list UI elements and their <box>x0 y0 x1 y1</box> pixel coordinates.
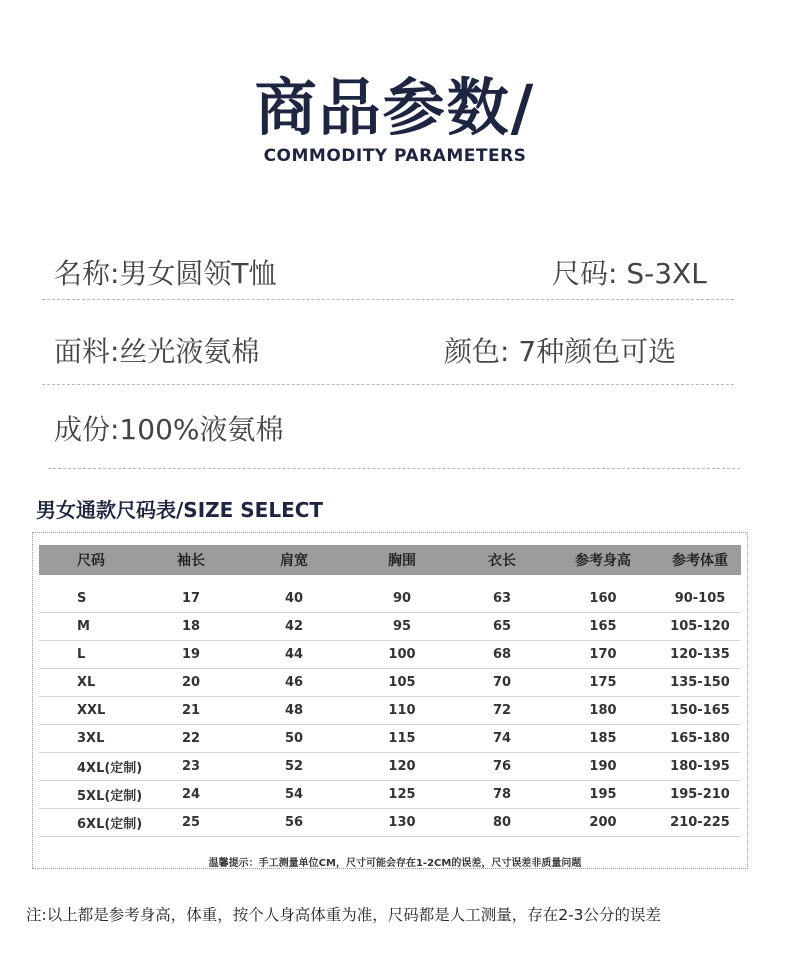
divider <box>42 299 734 300</box>
table-cell: 21 <box>181 703 201 718</box>
table-cell: XXL <box>77 703 106 718</box>
table-cell: 80 <box>492 815 512 830</box>
table-cell: S <box>77 591 87 606</box>
table-cell: 76 <box>492 759 512 774</box>
table-cell: 20 <box>181 675 201 690</box>
table-cell: 17 <box>181 591 201 606</box>
table-cell: 6XL(定制) <box>77 817 143 832</box>
table-cell: 170 <box>589 647 617 662</box>
table-cell: 24 <box>181 787 201 802</box>
table-cell: 46 <box>284 675 304 690</box>
table-cell: 195 <box>589 787 617 802</box>
column-header: 肩宽 <box>280 553 308 569</box>
page-title: 商品参数/ <box>254 71 536 144</box>
table-cell: 74 <box>492 731 512 746</box>
page-subtitle: COMMODITY PARAMETERS <box>263 146 527 166</box>
table-cell: 54 <box>284 787 304 802</box>
table-cell: 120-135 <box>670 647 730 662</box>
column-header: 袖长 <box>177 553 205 569</box>
table-cell: 44 <box>284 647 304 662</box>
table-cell: 180-195 <box>670 759 730 774</box>
table-cell: 18 <box>181 619 201 634</box>
table-cell: 90 <box>392 591 412 606</box>
column-header: 衣长 <box>488 553 516 569</box>
table-cell: 72 <box>492 703 512 718</box>
table-cell: 165 <box>589 619 617 634</box>
table-cell: L <box>77 647 86 662</box>
param-color: 颜色: 7种颜色可选 <box>444 335 677 368</box>
table-cell: 5XL(定制) <box>77 789 143 804</box>
table-cell: 195-210 <box>670 787 730 802</box>
divider <box>48 468 740 469</box>
table-cell: 120 <box>388 759 416 774</box>
table-cell: 200 <box>589 815 617 830</box>
table-row <box>39 725 741 753</box>
table-cell: 105-120 <box>670 619 730 634</box>
table-cell: 95 <box>392 619 412 634</box>
size-table-heading: 男女通款尺码表/SIZE SELECT <box>36 498 324 522</box>
table-cell: 4XL(定制) <box>77 761 143 776</box>
column-header: 尺码 <box>77 553 105 569</box>
table-cell: 105 <box>388 675 416 690</box>
table-row <box>39 585 741 613</box>
table-cell: 22 <box>181 731 201 746</box>
table-row <box>39 641 741 669</box>
table-cell: 130 <box>388 815 416 830</box>
param-name: 名称:男女圆领T恤 <box>54 257 277 290</box>
table-cell: 40 <box>284 591 304 606</box>
table-cell: 3XL <box>77 731 105 746</box>
table-row <box>39 781 741 809</box>
divider <box>42 384 734 385</box>
table-cell: 185 <box>589 731 617 746</box>
table-cell: 165-180 <box>670 731 730 746</box>
table-row <box>39 669 741 697</box>
table-row <box>39 697 741 725</box>
table-cell: 110 <box>388 703 416 718</box>
table-cell: 160 <box>589 591 617 606</box>
table-cell: XL <box>77 675 96 690</box>
param-fabric: 面料:丝光液氨棉 <box>54 335 260 368</box>
param-size: 尺码: S-3XL <box>552 257 707 290</box>
table-cell: 78 <box>492 787 512 802</box>
column-header: 参考身高 <box>575 553 631 569</box>
table-cell: 42 <box>284 619 304 634</box>
measurement-tip: 温馨提示：手工测量单位CM，尺寸可能会存在1-2CM的误差，尺寸误差非质量问题 <box>208 858 582 869</box>
param-composition: 成份:100%液氨棉 <box>54 413 284 446</box>
table-cell: 52 <box>284 759 304 774</box>
table-cell: M <box>77 619 90 634</box>
table-cell: 135-150 <box>670 675 730 690</box>
table-cell: 190 <box>589 759 617 774</box>
footnote: 注:以上都是参考身高，体重，按个人身高体重为准，尺码都是人工测量，存在2-3公分的误差 <box>26 906 662 924</box>
table-row <box>39 753 741 781</box>
table-cell: 175 <box>589 675 617 690</box>
table-cell: 56 <box>284 815 304 830</box>
table-cell: 50 <box>284 731 304 746</box>
table-row <box>39 809 741 837</box>
table-cell: 210-225 <box>670 815 730 830</box>
table-cell: 63 <box>492 591 512 606</box>
table-cell: 65 <box>492 619 512 634</box>
size-table-header <box>39 545 741 575</box>
column-header: 胸围 <box>388 553 416 569</box>
table-cell: 25 <box>181 815 201 830</box>
table-cell: 115 <box>388 731 416 746</box>
table-row <box>39 613 741 641</box>
table-cell: 70 <box>492 675 512 690</box>
table-cell: 23 <box>181 759 201 774</box>
column-header: 参考体重 <box>672 553 728 569</box>
table-cell: 19 <box>181 647 201 662</box>
table-cell: 125 <box>388 787 416 802</box>
table-cell: 48 <box>284 703 304 718</box>
table-cell: 180 <box>589 703 617 718</box>
table-cell: 150-165 <box>670 703 730 718</box>
table-cell: 68 <box>492 647 512 662</box>
table-cell: 100 <box>388 647 416 662</box>
table-cell: 90-105 <box>674 591 726 606</box>
